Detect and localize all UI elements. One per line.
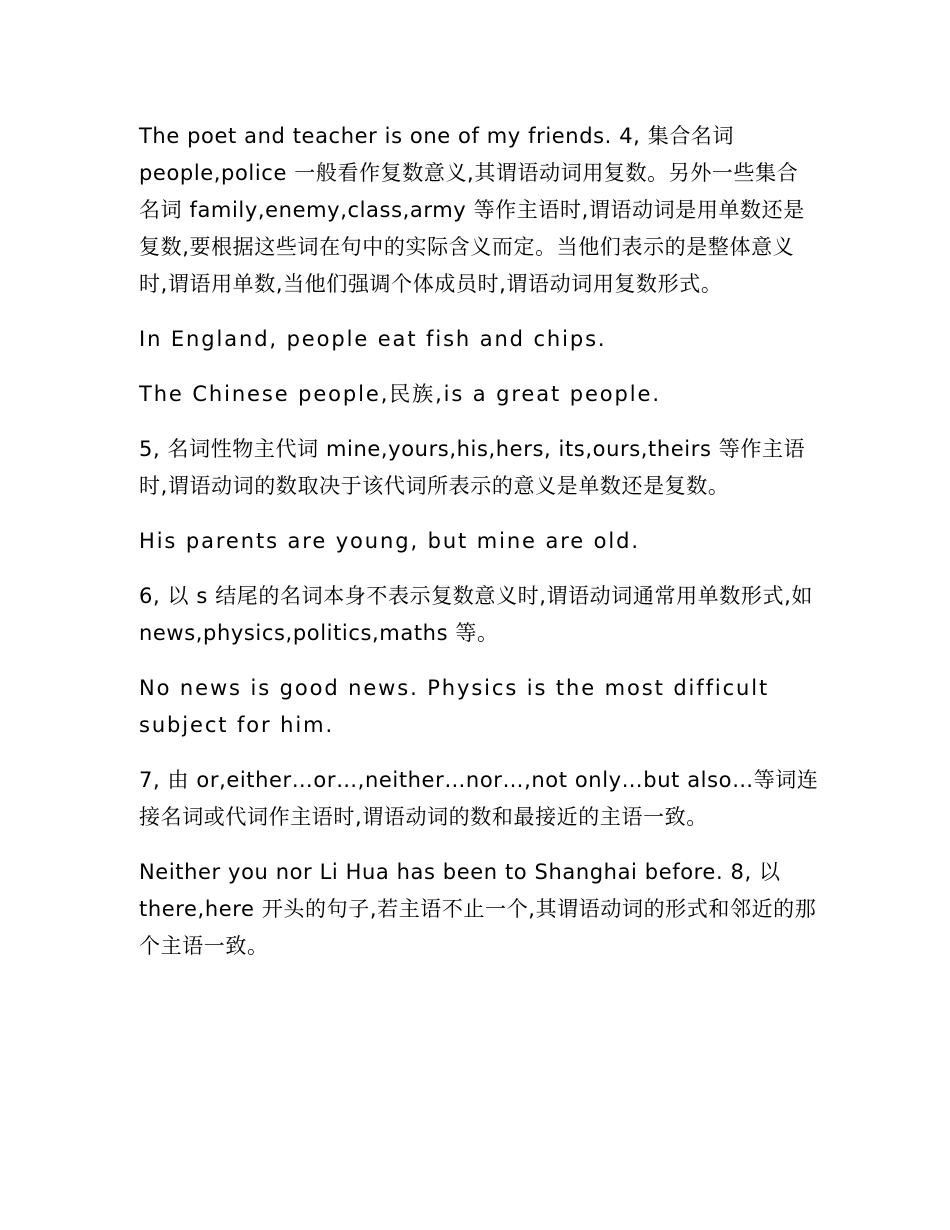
paragraph-example-england: In England, people eat fish and chips.	[139, 327, 607, 351]
paragraph-rule-4: The poet and teacher is one of my friends. 4, 集合名词 people,police 一般看作复数意义,其谓语动词用复数。另外一些集合名词 family,enemy,class,army 等作主语时,谓语动词是用单数还是复数,要根据这些词在句中的实际含义而定。当他们表示的是整体意义时,谓语用单数,当他们强调个体成员时,谓语动词用复数形式。	[139, 124, 805, 296]
paragraph-rule-6: 6, 以 s 结尾的名词本身不表示复数意义时,谓语动词通常用单数形式,如 news,physics,politics,maths 等。	[139, 584, 813, 645]
paragraph-example-news: No news is good news. Physics is the most difficult subject for him.	[139, 676, 770, 737]
paragraph-example-neither-rule-8: Neither you nor Li Hua has been to Shanghai before. 8, 以 there,here 开头的句子,若主语不止一个,其谓语动词的形式和邻近的那个主语一致。	[139, 860, 817, 958]
paragraph-rule-5: 5, 名词性物主代词 mine,yours,his,hers, its,ours,theirs 等作主语时,谓语动词的数取决于该代词所表示的意义是单数还是复数。	[139, 437, 806, 498]
paragraph-example-chinese-people: The Chinese people,民族,is a great people.	[139, 382, 661, 406]
paragraph-example-parents: His parents are young, but mine are old.	[139, 529, 640, 553]
paragraph-rule-7: 7, 由 or,either…or…,neither…nor…,not only…but also…等词连接名词或代词作主语时,谓语动词的数和最接近的主语一致。	[139, 768, 819, 829]
document-body	[139, 118, 819, 983]
